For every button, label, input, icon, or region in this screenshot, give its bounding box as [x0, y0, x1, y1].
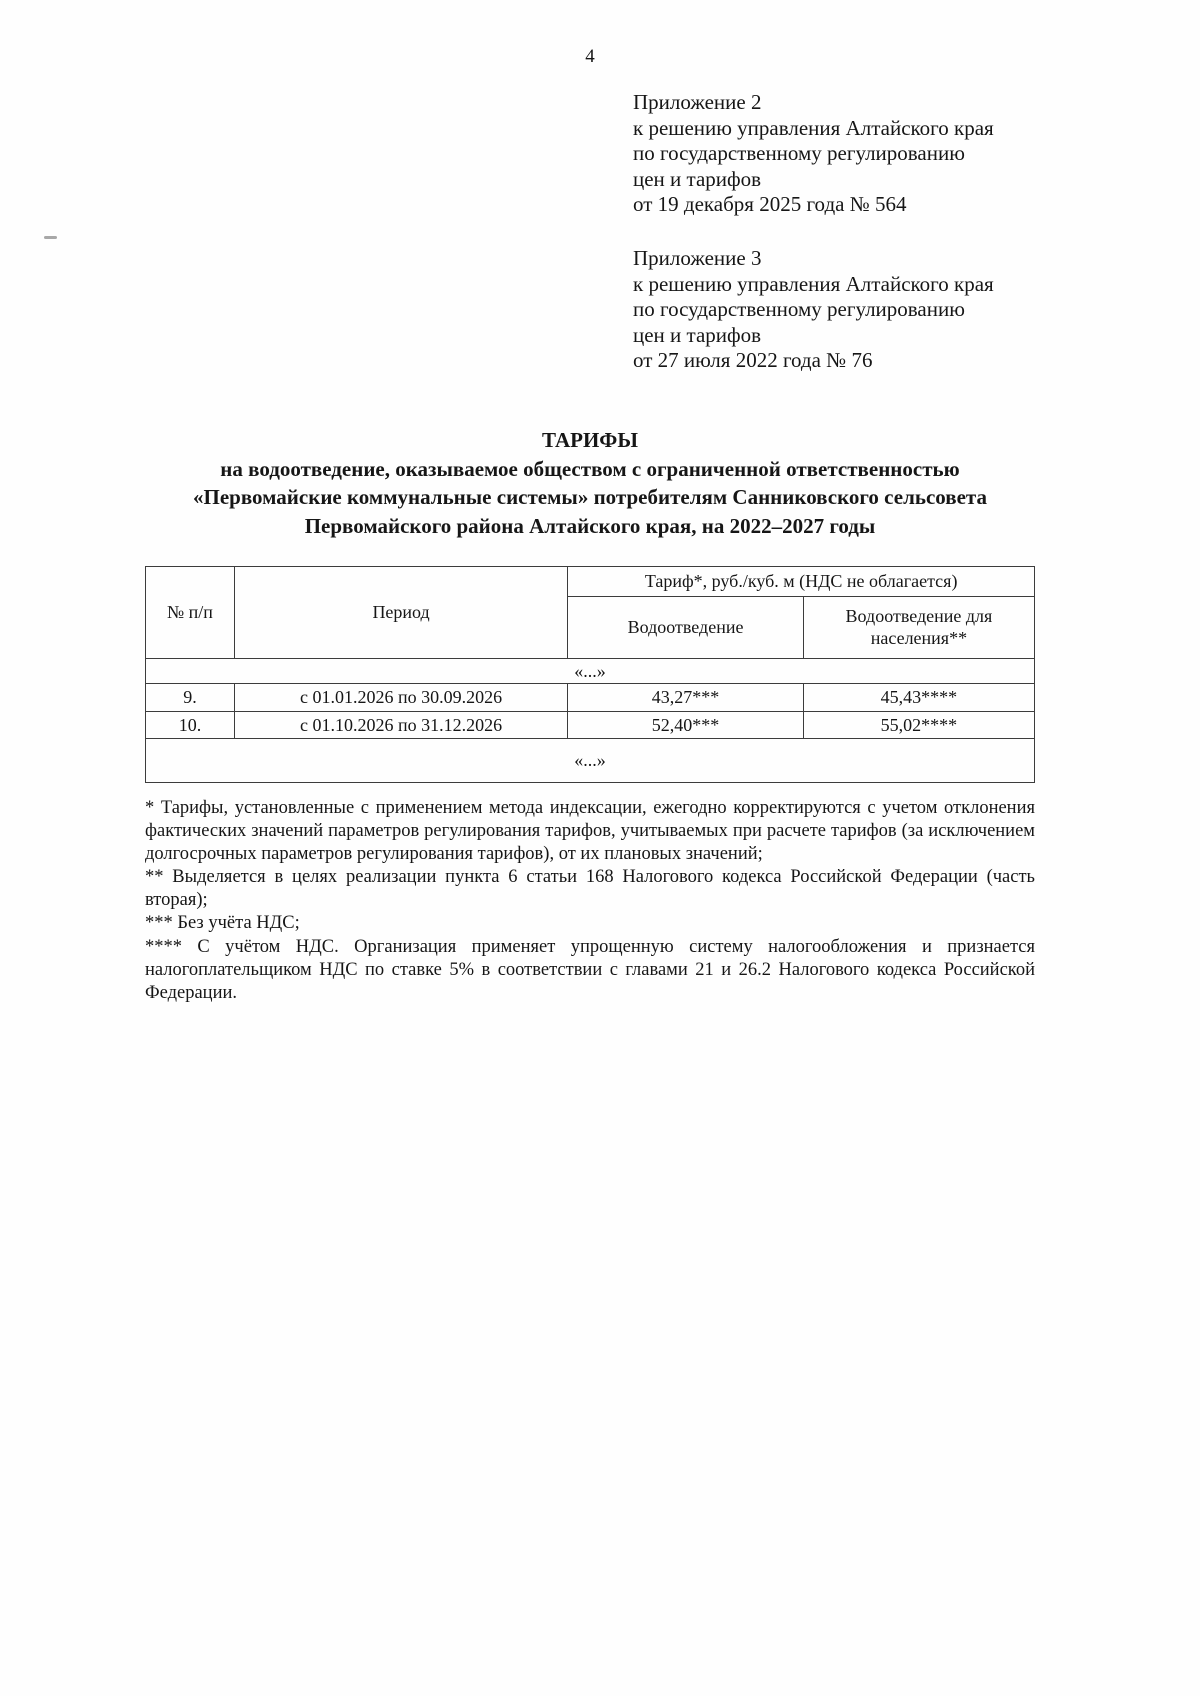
appendix-title: Приложение 3 [633, 246, 762, 271]
cell-period: с 01.10.2026 по 31.12.2026 [234, 711, 567, 739]
header-num: № п/п [146, 567, 235, 659]
appendix-line: цен и тарифов [633, 166, 762, 191]
ellipsis-row-top [146, 658, 1035, 684]
ellipsis-row-bottom [146, 739, 1035, 783]
cell-naselenie: 55,02**** [803, 711, 1034, 739]
table-header-row-1 [146, 567, 1035, 597]
title-line: Первомайского района Алтайского края, на 2022–2027 годы [304, 513, 876, 538]
page-number: 4 [585, 46, 595, 67]
footnote-tax-code-168: ** Выделяется в целях реализации пункта 6 статьи 168 Налогового кодекса Российской Федерации (часть вторая); [145, 867, 1035, 911]
footnote-without-vat: *** Без учёта НДС; [145, 913, 300, 934]
header-naselenie: Водоотведение для населения** [803, 596, 1034, 658]
table-row-10 [146, 711, 1035, 739]
title-line: на водоотведение, оказываемое обществом с ограниченной ответственностью [220, 456, 960, 481]
appendix-title: Приложение 2 [633, 90, 762, 114]
cell-vodootvedenie: 52,40*** [568, 711, 804, 739]
ellipsis-cell: «...» [146, 739, 1035, 783]
appendix-line: цен и тарифов [633, 322, 762, 347]
document-title [145, 426, 1035, 540]
appendix-line: к решению управления Алтайского края [633, 271, 994, 296]
footnote-with-vat: **** С учётом НДС. Организация применяет упрощенную систему налогообложения и признается налогоплательщиком НДС по ставке 5% в соответствии с главами 21 и 26.2 Налогового кодекса Российской Федерации. [145, 936, 1035, 1003]
cell-num: 10. [146, 711, 235, 739]
document-content [145, 0, 1035, 1005]
appendix-block-3 [633, 246, 1035, 374]
ellipsis-cell: «...» [146, 658, 1035, 684]
footnote-tariff-indexation: * Тарифы, установленные с применением метода индексации, ежегодно корректируются с учетом отклонения фактических значений параметров регулирования тарифов, учитываемых при расчете тарифов (за исключением долгосрочных параметров регулирования тарифов), от их плановых значений; [145, 797, 1035, 865]
header-tariff-group: Тариф*, руб./куб. м (НДС не облагается) [568, 567, 1035, 597]
tariff-table [145, 566, 1035, 783]
footnotes [145, 797, 1035, 1005]
cell-vodootvedenie: 43,27*** [568, 684, 804, 712]
cell-num: 9. [146, 684, 235, 712]
appendix-line: по государственному регулированию [633, 141, 965, 166]
appendix-date-line: от 19 декабря 2025 года № 564 [633, 192, 907, 217]
table-row-9 [146, 684, 1035, 712]
appendix-block-2 [633, 90, 1035, 218]
header-period: Период [234, 567, 567, 659]
scan-artifact [44, 236, 57, 239]
appendix-line: по государственному регулированию [633, 297, 965, 322]
cell-naselenie: 45,43**** [803, 684, 1034, 712]
tariff-table-body [146, 658, 1035, 782]
tariff-table-head [146, 567, 1035, 659]
appendix-line: к решению управления Алтайского края [633, 115, 994, 140]
appendix-date-line: от 27 июля 2022 года № 76 [633, 348, 873, 373]
cell-period: с 01.01.2026 по 30.09.2026 [234, 684, 567, 712]
title-line: «Первомайские коммунальные системы» потребителям Санниковского сельсовета [193, 485, 987, 510]
title-heading: ТАРИФЫ [542, 428, 638, 453]
header-vodootvedenie: Водоотведение [568, 596, 804, 658]
